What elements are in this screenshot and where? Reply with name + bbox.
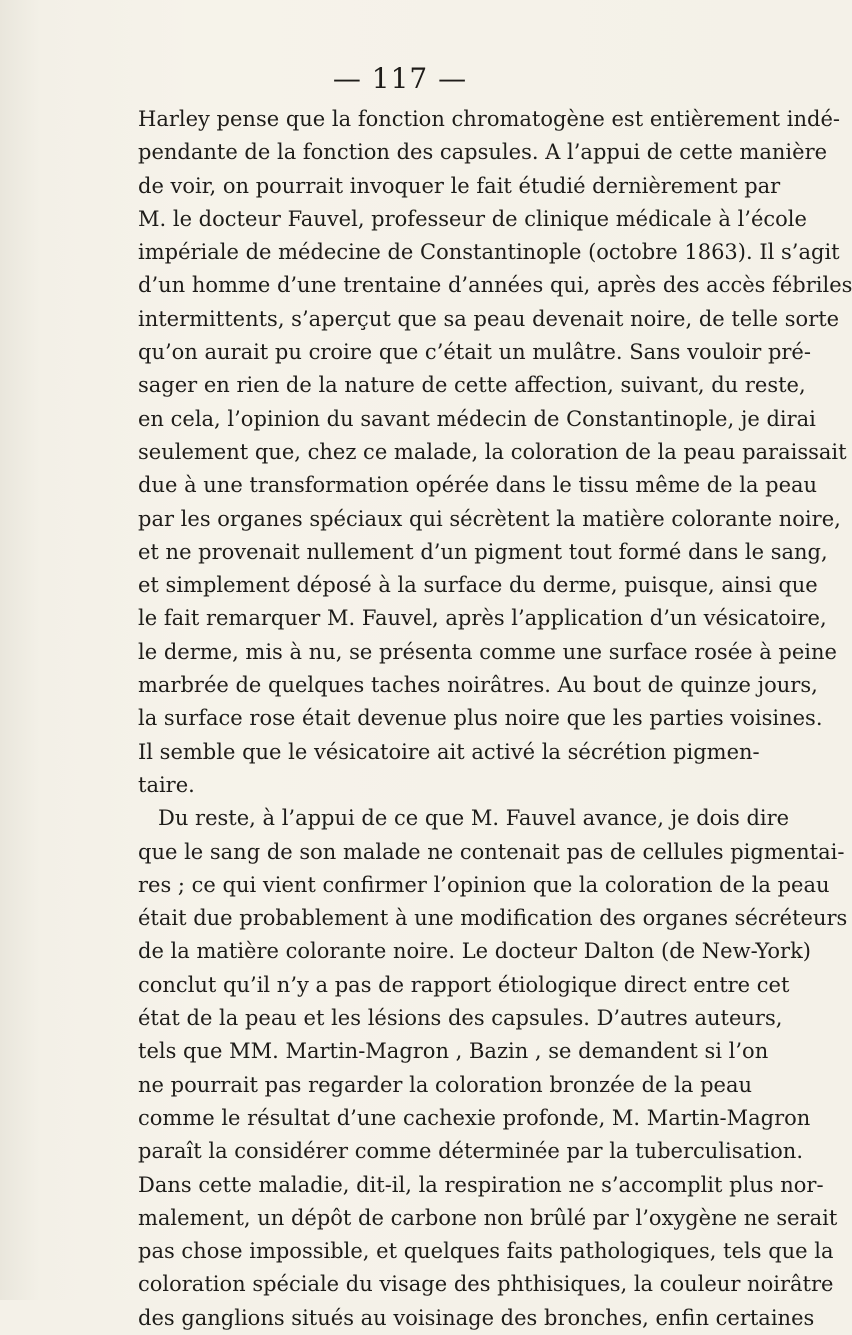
text-line: seulement que, chez ce malade, la coloration de la peau paraissait [138, 439, 847, 464]
text-line: intermittents, s’aperçut que sa peau devenait noire, de telle sorte [138, 306, 840, 331]
text-line: le derme, mis à nu, se présenta comme une surface rosée à peine [138, 639, 837, 664]
text-line: des ganglions situés au voisinage des bronches, enfin certaines [138, 1305, 815, 1330]
text-line: conclut qu’il n’y a pas de rapport étiologique direct entre cet [138, 972, 790, 997]
body-text [138, 103, 852, 1335]
text-line: le fait remarquer M. Fauvel, après l’application d’un vésicatoire, [138, 606, 827, 631]
text-line: qu’on aurait pu croire que c’était un mulâtre. Sans vouloir pré- [138, 340, 811, 365]
text-line: Dans cette maladie, dit-il, la respiration ne s’accomplit plus nor- [138, 1172, 824, 1197]
text-line: tels que MM. Martin-Magron , Bazin , se demandent si l’on [138, 1039, 769, 1064]
text-line: coloration spéciale du visage des phthisiques, la couleur noirâtre [138, 1272, 834, 1297]
text-line: impériale de médecine de Constantinople (octobre 1863). Il s’agit [138, 240, 840, 265]
text-line: ne pourrait pas regarder la coloration bronzée de la peau [138, 1072, 752, 1097]
text-line: taire. [138, 772, 195, 797]
text-line: due à une transformation opérée dans le tissu même de la peau [138, 473, 818, 498]
text-line: état de la peau et les lésions des capsules. D’autres auteurs, [138, 1006, 783, 1031]
text-line: était due probablement à une modification des organes sécréteurs [138, 906, 848, 931]
text-line: pendante de la fonction des capsules. A l’appui de cette manière [138, 140, 828, 165]
text-line: sager en rien de la nature de cette affection, suivant, du reste, [138, 373, 806, 398]
text-line: M. le docteur Fauvel, professeur de clinique médicale à l’école [138, 206, 807, 231]
text-line: Il semble que le vésicatoire ait activé la sécrétion pigmen- [138, 739, 760, 764]
text-line: la surface rose était devenue plus noire que les parties voisines. [138, 706, 823, 731]
text-line: et simplement déposé à la surface du derme, puisque, ainsi que [138, 573, 818, 598]
text-line: et ne provenait nullement d’un pigment tout formé dans le sang, [138, 539, 828, 564]
text-line: pas chose impossible, et quelques faits pathologiques, tels que la [138, 1239, 834, 1264]
page-number: — 117 — [332, 62, 468, 95]
text-line: Du reste, à l’appui de ce que M. Fauvel avance, je dois dire [158, 806, 790, 831]
text-line: en cela, l’opinion du savant médecin de Constantinople, je dirai [138, 406, 816, 431]
text-line: par les organes spéciaux qui sécrètent la matière colorante noire, [138, 506, 841, 531]
text-line: paraît la considérer comme déterminée par la tuberculisation. [138, 1139, 804, 1164]
text-line: comme le résultat d’une cachexie profonde, M. Martin-Magron [138, 1105, 811, 1130]
text-line: que le sang de son malade ne contenait pas de cellules pigmentai- [138, 839, 845, 864]
text-line: res ; ce qui vient confirmer l’opinion que la coloration de la peau [138, 872, 830, 897]
text-line: marbrée de quelques taches noirâtres. Au bout de quinze jours, [138, 673, 818, 698]
text-line: de la matière colorante noire. Le docteur Dalton (de New-York) [138, 939, 812, 964]
text-line: malement, un dépôt de carbone non brûlé par l’oxygène ne serait [138, 1205, 838, 1230]
text-line: d’un homme d’une trentaine d’années qui, après des accès fébriles [138, 273, 852, 298]
text-line: de voir, on pourrait invoquer le fait étudié dernièrement par [138, 173, 781, 198]
text-line: Harley pense que la fonction chromatogène est entièrement indé- [138, 107, 841, 131]
